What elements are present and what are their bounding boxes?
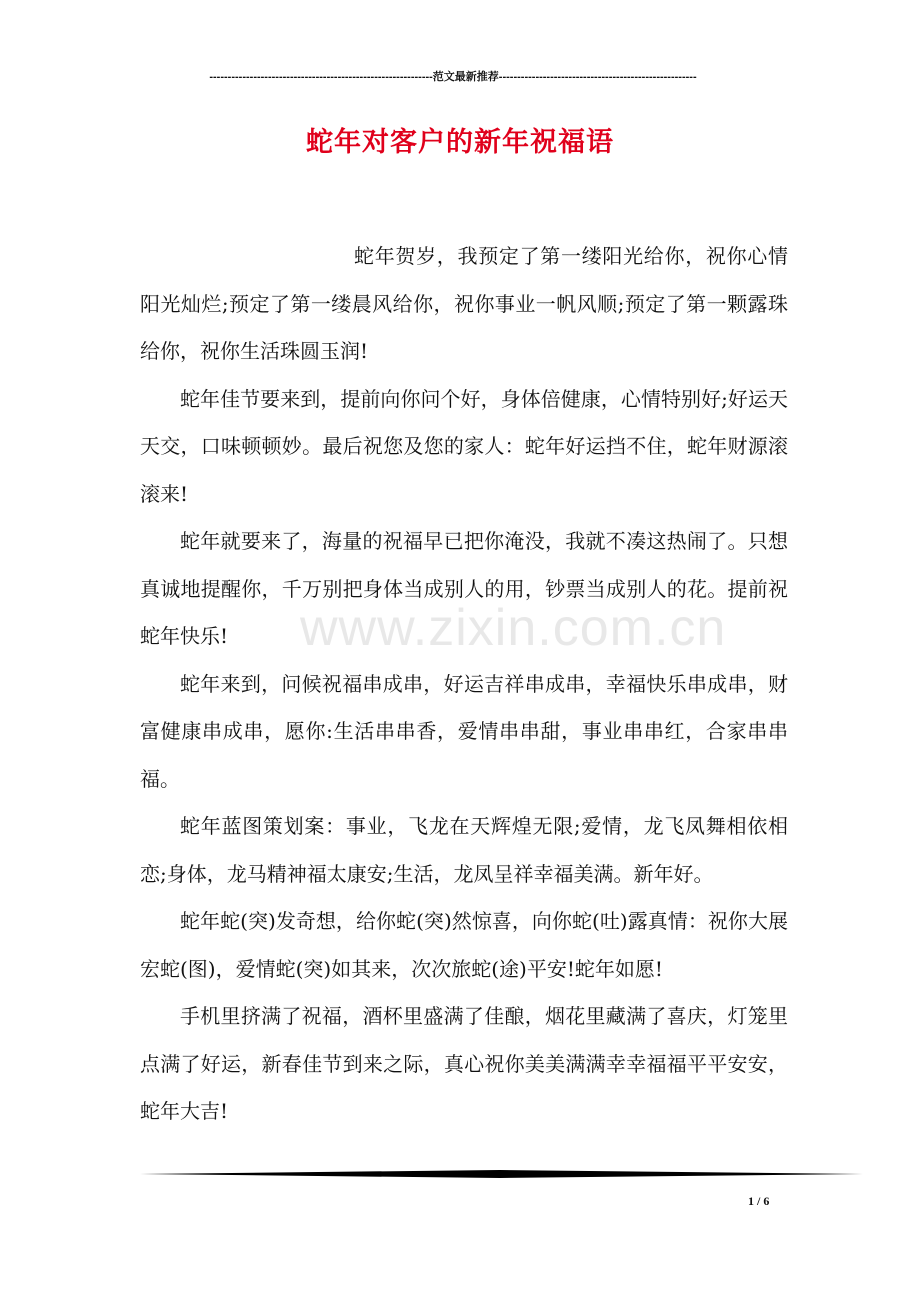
paragraph: 蛇年贺岁，我预定了第一缕阳光给你，祝你心情阳光灿烂;预定了第一缕晨风给你，祝你事业一帆风顺;预定了第一颗露珠给你，祝你生活珠圆玉润!: [140, 244, 788, 363]
document-title: 蛇年对客户的新年祝福语: [306, 127, 614, 158]
document-body: [140, 233, 788, 1136]
paragraph: 蛇年来到，问候祝福串成串，好运吉祥串成串，幸福快乐串成串，财富健康串成串，愿你:生活串串香，爱情串串甜，事业串串红，合家串串福。: [140, 671, 788, 791]
page-header: -------------------------------------------------------------范文最新推荐------------------------------------------------------: [209, 71, 697, 83]
paragraph: 蛇年蛇(突)发奇想，给你蛇(突)然惊喜，向你蛇(吐)露真情：祝你大展宏蛇(图)，爱情蛇(突)如其来，次次旅蛇(途)平安!蛇年如愿!: [140, 909, 788, 981]
paragraph: 蛇年就要来了，海量的祝福早已把你淹没，我就不凑这热闹了。只想真诚地提醒你，千万别把身体当成别人的用，钞票当成别人的花。提前祝蛇年快乐!: [140, 529, 788, 648]
page-number: 1 / 6: [748, 1194, 770, 1208]
watermark: www.zixin.com.cn: [300, 599, 727, 657]
footer-rule: [140, 1169, 863, 1179]
paragraph: 蛇年蓝图策划案：事业，飞龙在天辉煌无限;爱情，龙飞凤舞相依相恋;身体，龙马精神福太康安;生活，龙凤呈祥幸福美满。新年好。: [140, 814, 788, 886]
paragraph: 手机里挤满了祝福，酒杯里盛满了佳酿，烟花里藏满了喜庆，灯笼里点满了好运，新春佳节到来之际，真心祝你美美满满幸幸福福平平安安，蛇年大吉!: [140, 1004, 788, 1123]
paragraph: 蛇年佳节要来到，提前向你问个好，身体倍健康，心情特别好;好运天天交，口味顿顿妙。最后祝您及您的家人：蛇年好运挡不住，蛇年财源滚滚来!: [140, 386, 788, 506]
